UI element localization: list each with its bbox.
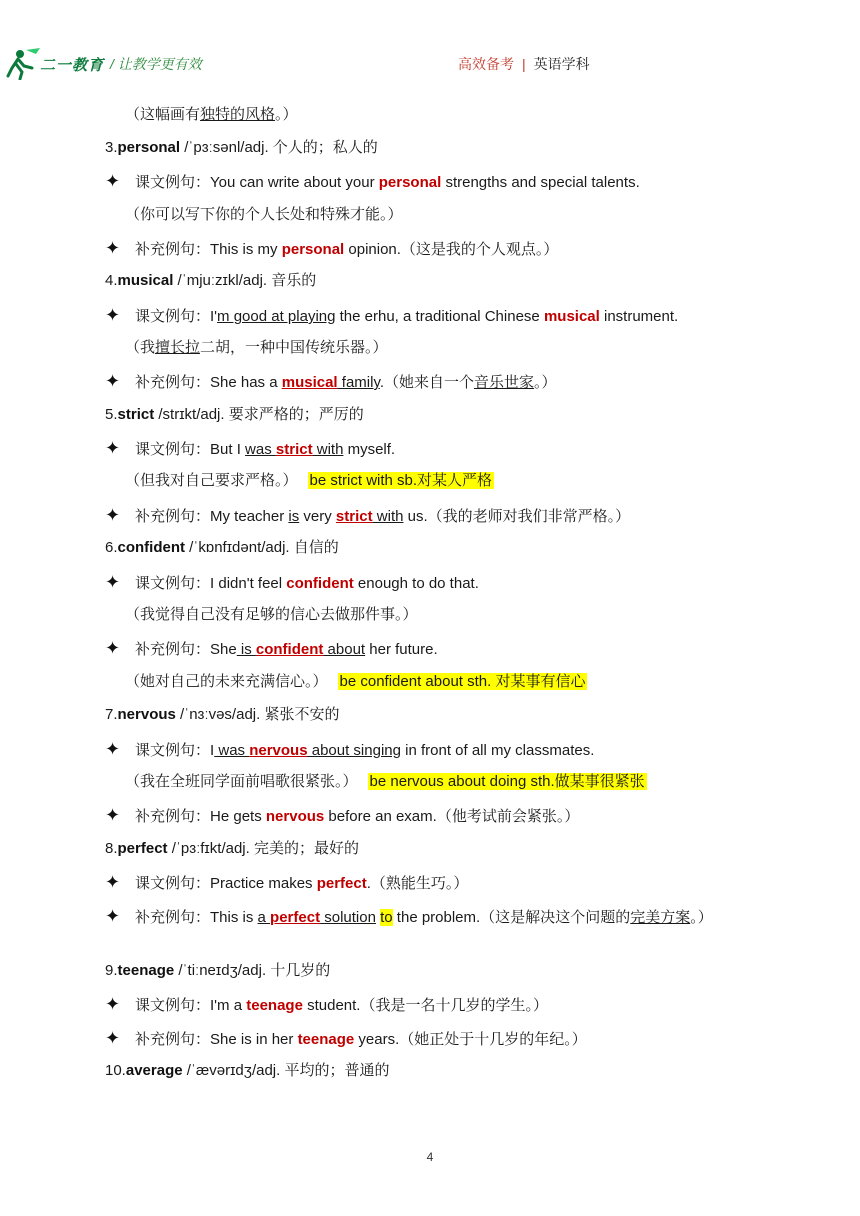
star-bullet-icon: ✦ — [105, 505, 121, 525]
phrase-highlight: be confident about sth. 对某事有信心 — [339, 673, 586, 690]
vocab-heading-average: 10.average /ˈævərɪdʒ/adj. 平均的；普通的 — [105, 1062, 390, 1079]
example-line: ✦ 补充例句：My teacher is very strict with us.（我的老师对我们非常严格。） — [105, 505, 631, 525]
example-line: ✦ 课文例句：You can write about your personal strengths and special talents. — [105, 171, 640, 191]
phrase-highlight: be strict with sb.对某人严格 — [309, 472, 493, 489]
word-highlight: to — [380, 909, 393, 926]
example-line: ✦ 课文例句：But I was strict with myself. — [105, 438, 396, 458]
star-bullet-icon: ✦ — [105, 171, 121, 191]
star-bullet-icon: ✦ — [105, 906, 121, 926]
translation-line: （这幅画有独特的风格。） — [125, 106, 298, 123]
translation-line: （但我对自己要求严格。） be strict with sb.对某人严格 — [125, 472, 493, 489]
vocab-heading-perfect: 8.perfect /ˈpɜːfɪkt/adj. 完美的；最好的 — [105, 840, 359, 857]
vocab-heading-confident: 6.confident /ˈkɒnfɪdənt/adj. 自信的 — [105, 539, 339, 556]
vocab-heading-strict: 5.strict /strɪkt/adj. 要求严格的；严厉的 — [105, 406, 364, 423]
header-subject-label: 英语学科 — [533, 56, 590, 72]
vocab-heading-musical: 4.musical /ˈmjuːzɪkl/adj. 音乐的 — [105, 272, 317, 289]
star-bullet-icon: ✦ — [105, 438, 121, 458]
translation-line: （我觉得自己没有足够的信心去做那件事。） — [125, 606, 418, 623]
example-line: ✦ 补充例句：He gets nervous before an exam.（他考试前会紧张。） — [105, 805, 580, 825]
example-line: ✦ 补充例句：This is my personal opinion.（这是我的个人观点。） — [105, 238, 559, 258]
example-line: ✦ 补充例句：She is in her teenage years.（她正处于十几岁的年纪。） — [105, 1028, 587, 1048]
star-bullet-icon: ✦ — [105, 238, 121, 258]
star-bullet-icon: ✦ — [105, 872, 121, 892]
example-line: ✦ 课文例句：I didn't feel confident enough to do that. — [105, 572, 479, 592]
translation-line: （我擅长拉二胡，一种中国传统乐器。） — [125, 339, 388, 356]
star-bullet-icon: ✦ — [105, 994, 121, 1014]
example-line: ✦ 课文例句：I was nervous about singing in front of all my classmates. — [105, 739, 595, 759]
vocab-heading-nervous: 7.nervous /ˈnɜːvəs/adj. 紧张不安的 — [105, 706, 340, 723]
star-bullet-icon: ✦ — [105, 1028, 121, 1048]
example-line: ✦ 补充例句：She is confident about her future. — [105, 638, 438, 658]
translation-line: （我在全班同学面前唱歌很紧张。） be nervous about doing sth.做某事很紧张 — [125, 773, 645, 790]
star-bullet-icon: ✦ — [105, 371, 121, 391]
page-number: 4 — [426, 1150, 434, 1164]
star-bullet-icon: ✦ — [105, 638, 121, 658]
star-bullet-icon: ✦ — [105, 805, 121, 825]
vocab-heading-personal: 3.personal /ˈpɜːsənl/adj. 个人的；私人的 — [105, 139, 378, 156]
example-line: ✦ 课文例句：Practice makes perfect.（熟能生巧。） — [105, 872, 469, 892]
vocab-heading-teenage: 9.teenage /ˈtiːneɪdʒ/adj. 十几岁的 — [105, 962, 331, 979]
header-slogan: / 让教学更有效 — [110, 56, 202, 72]
logo-text: 二一教育 — [40, 57, 105, 74]
header-separator: | — [522, 56, 526, 72]
translation-line: （她对自己的未来充满信心。） be confident about sth. 对某事有信心 — [125, 673, 586, 690]
example-line: ✦ 补充例句：This is a perfect solution to the problem.（这是解决这个问题的完美方案。） — [105, 906, 713, 926]
star-bullet-icon: ✦ — [105, 572, 121, 592]
example-line: ✦ 课文例句：I'm a teenage student.（我是一名十几岁的学生。） — [105, 994, 548, 1014]
example-line: ✦ 课文例句：I'm good at playing the erhu, a traditional Chinese musical instrument. — [105, 305, 679, 325]
translation-line: （你可以写下你的个人长处和特殊才能。） — [125, 206, 403, 223]
header-tag: 高效备考 — [458, 56, 514, 72]
star-bullet-icon: ✦ — [105, 739, 121, 759]
example-line: ✦ 补充例句：She has a musical family.（她来自一个音乐世家。） — [105, 371, 557, 391]
phrase-highlight: be nervous about doing sth.做某事很紧张 — [369, 773, 645, 790]
star-bullet-icon: ✦ — [105, 305, 121, 325]
